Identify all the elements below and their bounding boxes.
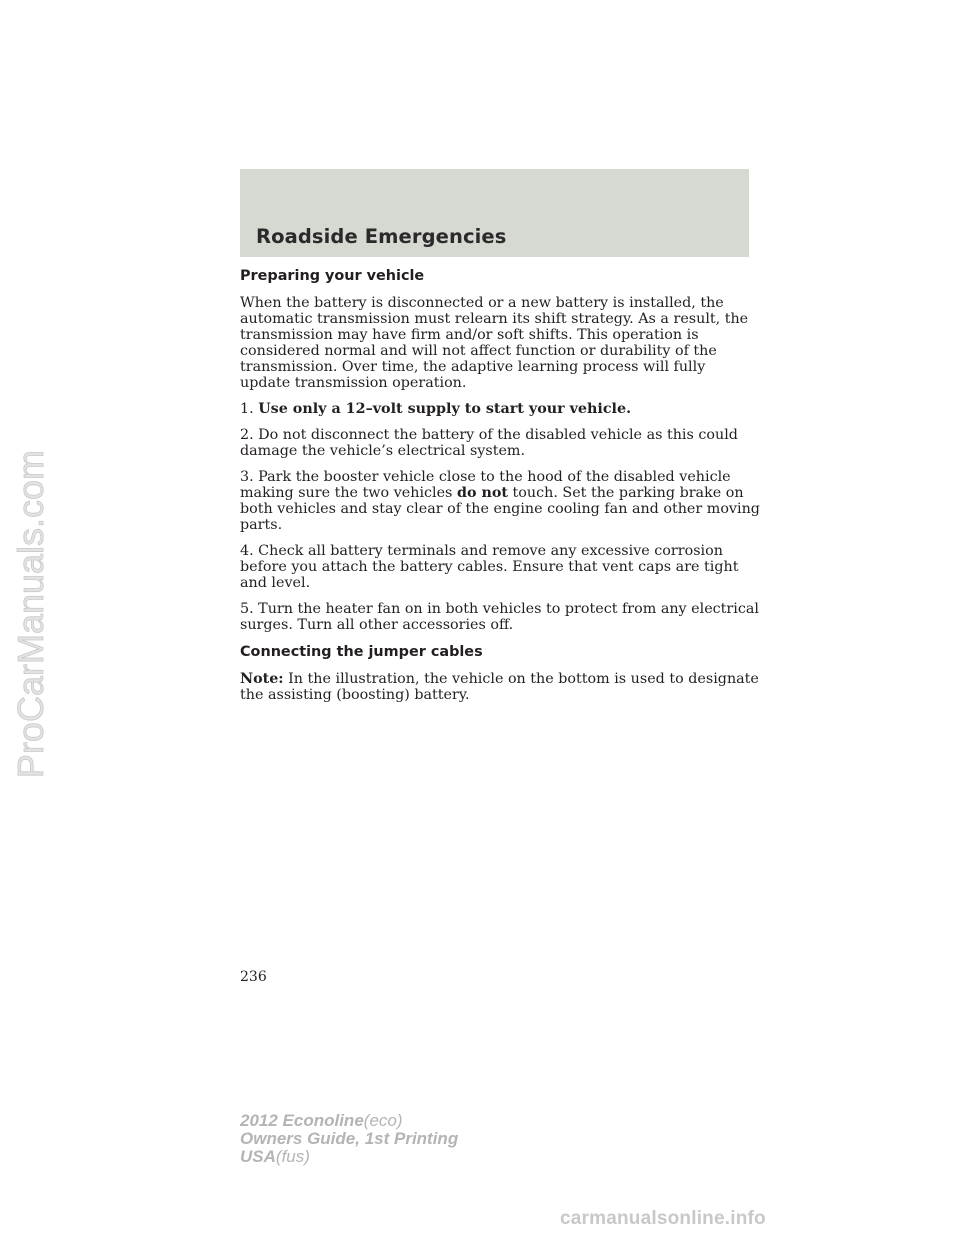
page-content: [240, 267, 760, 713]
section-header-band: [240, 169, 749, 257]
step-2: 2. Do not disconnect the battery of the disabled vehicle as this could damage the vehicle’s electrical system.: [240, 427, 738, 459]
side-watermark: [0, 404, 61, 824]
step-3-text-end: touch. Set the parking brake on both vehicles and stay clear of the engine cooling fan and other moving parts.: [240, 485, 760, 533]
site-watermark: carmanualsonline.info: [560, 1208, 766, 1229]
section-title: Roadside Emergencies: [256, 225, 507, 248]
step-4: 4. Check all battery terminals and remove any excessive corrosion before you attach the battery cables. Ensure that vent caps are tight and level.: [240, 543, 739, 591]
note-paragraph: [240, 671, 760, 703]
heading-preparing-vehicle: Preparing your vehicle: [240, 268, 425, 284]
step-1-text: Use only a 12–volt supply to start your vehicle.: [258, 401, 632, 417]
heading-connecting-cables: Connecting the jumper cables: [240, 644, 483, 660]
footer-line-2: Owners Guide, 1st Printing: [240, 1129, 459, 1148]
page-number: 236: [240, 969, 267, 985]
step-5: 5. Turn the heater fan on in both vehicles to protect from any electrical surges. Turn all other accessories off.: [240, 601, 759, 633]
footer-line-3: [240, 1148, 458, 1166]
step-1-number: 1.: [240, 401, 254, 417]
footer: [240, 1112, 458, 1166]
side-watermark-graphic: [0, 404, 61, 824]
step-3: [240, 469, 760, 533]
footer-model: 2012 Econoline: [240, 1111, 364, 1130]
footer-model-code: (eco): [363, 1111, 403, 1130]
step-3-emphasis: do not: [456, 485, 508, 501]
footer-line-1: [240, 1112, 458, 1130]
intro-paragraph: When the battery is disconnected or a new battery is installed, the automatic transmission must relearn its shift strategy. As a result, the transmission may have firm and/or soft shifts. This operation is considered normal and will not affect function or durability of the transmission. Over time, the adaptive learning process will fully update transmission operation.: [240, 295, 749, 391]
footer-market: USA: [240, 1147, 276, 1166]
side-watermark-text: ProCarManuals.com: [10, 449, 51, 779]
note-label: Note:: [240, 671, 284, 687]
step-1: [240, 401, 760, 417]
note-text: In the illustration, the vehicle on the bottom is used to designate the assisting (boosting) battery.: [240, 671, 759, 703]
footer-market-code: (fus): [275, 1147, 310, 1166]
step-3-text-start: 3. Park the booster vehicle close to the hood of the disabled vehicle making sure the two vehicles: [240, 469, 731, 501]
